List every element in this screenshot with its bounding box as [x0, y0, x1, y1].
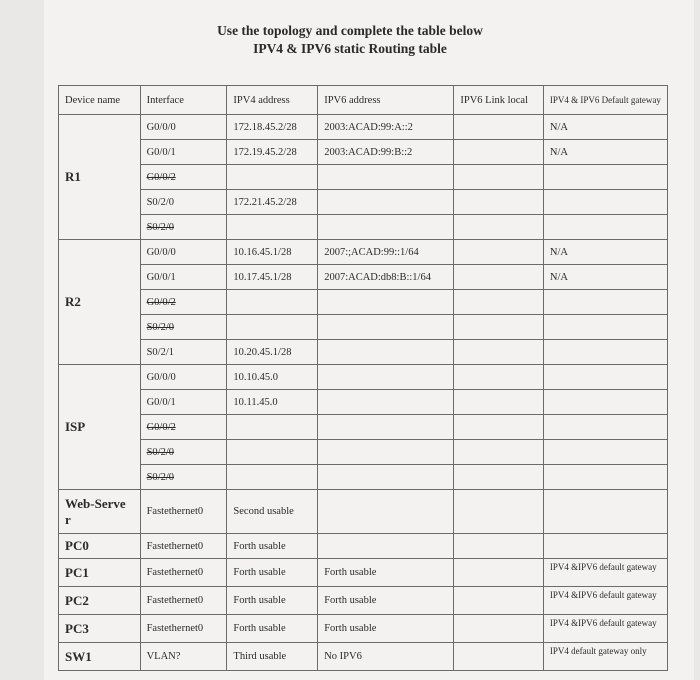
- table-row: [59, 534, 668, 559]
- gateway-cell: IPV4 default gateway only: [543, 643, 667, 671]
- interface-cell: Fastethernet0: [140, 615, 227, 643]
- ipv4-cell: [227, 165, 318, 190]
- table-row: [59, 140, 668, 165]
- link-local-cell: [454, 215, 544, 240]
- header-row: [59, 86, 668, 115]
- gateway-cell: IPV4 &IPV6 default gateway: [543, 559, 667, 587]
- gateway-cell: [543, 315, 667, 340]
- table-row: [59, 465, 668, 490]
- interface-cell: G0/0/0: [140, 240, 227, 265]
- link-local-cell: [454, 440, 544, 465]
- device-name-cell: SW1: [59, 643, 141, 671]
- link-local-cell: [454, 587, 544, 615]
- table-row: [59, 587, 668, 615]
- gateway-cell: [543, 190, 667, 215]
- ipv4-cell: Third usable: [227, 643, 318, 671]
- ipv6-cell: 2003:ACAD:99:A::2: [318, 115, 454, 140]
- device-name-cell: PC0: [59, 534, 141, 559]
- interface-cell: S0/2/0: [140, 440, 227, 465]
- ipv6-cell: 2007:;ACAD:99::1/64: [318, 240, 454, 265]
- table-row: [59, 365, 668, 390]
- ipv6-cell: [318, 315, 454, 340]
- link-local-cell: [454, 240, 544, 265]
- ipv4-cell: 10.11.45.0: [227, 390, 318, 415]
- interface-cell: G0/0/2: [140, 415, 227, 440]
- interface-cell: G0/0/1: [140, 390, 227, 415]
- interface-cell: Fastethernet0: [140, 587, 227, 615]
- interface-cell: S0/2/1: [140, 340, 227, 365]
- gateway-cell: [543, 165, 667, 190]
- header-cell: IPV6 address: [318, 86, 454, 115]
- header-cell: IPV6 Link local: [454, 86, 544, 115]
- table-row: [59, 215, 668, 240]
- link-local-cell: [454, 390, 544, 415]
- gateway-cell: N/A: [543, 265, 667, 290]
- interface-cell: G0/0/0: [140, 115, 227, 140]
- header-cell: Device name: [59, 86, 141, 115]
- ipv4-cell: 172.21.45.2/28: [227, 190, 318, 215]
- table-row: [59, 415, 668, 440]
- gateway-cell: [543, 415, 667, 440]
- gateway-cell: [543, 490, 667, 534]
- page-title: [0, 22, 700, 58]
- interface-cell: S0/2/0: [140, 190, 227, 215]
- table-row: [59, 240, 668, 265]
- ipv6-cell: [318, 440, 454, 465]
- routing-table: [58, 85, 668, 671]
- ipv4-cell: [227, 440, 318, 465]
- header-cell: IPV4 & IPV6 Default gateway: [543, 86, 667, 115]
- interface-cell: VLAN?: [140, 643, 227, 671]
- link-local-cell: [454, 190, 544, 215]
- ipv6-cell: [318, 215, 454, 240]
- interface-cell: G0/0/1: [140, 140, 227, 165]
- interface-cell: G0/0/1: [140, 265, 227, 290]
- ipv4-cell: 10.20.45.1/28: [227, 340, 318, 365]
- device-name-cell: ISP: [59, 365, 141, 490]
- table-row: [59, 390, 668, 415]
- gateway-cell: [543, 440, 667, 465]
- table-row: [59, 643, 668, 671]
- link-local-cell: [454, 365, 544, 390]
- table-row: [59, 615, 668, 643]
- ipv4-cell: 10.10.45.0: [227, 365, 318, 390]
- ipv6-cell: [318, 365, 454, 390]
- title-line-2: IPV4 & IPV6 static Routing table: [253, 41, 447, 56]
- table-row: [59, 315, 668, 340]
- ipv4-cell: Forth usable: [227, 587, 318, 615]
- link-local-cell: [454, 490, 544, 534]
- link-local-cell: [454, 115, 544, 140]
- link-local-cell: [454, 165, 544, 190]
- link-local-cell: [454, 465, 544, 490]
- ipv6-cell: 2003:ACAD:99:B::2: [318, 140, 454, 165]
- link-local-cell: [454, 415, 544, 440]
- ipv4-cell: 10.17.45.1/28: [227, 265, 318, 290]
- ipv4-cell: Second usable: [227, 490, 318, 534]
- gateway-cell: IPV4 &IPV6 default gateway: [543, 587, 667, 615]
- link-local-cell: [454, 643, 544, 671]
- gateway-cell: [543, 465, 667, 490]
- gateway-cell: [543, 365, 667, 390]
- ipv4-cell: [227, 215, 318, 240]
- ipv4-cell: 172.18.45.2/28: [227, 115, 318, 140]
- ipv6-cell: Forth usable: [318, 615, 454, 643]
- ipv4-cell: Forth usable: [227, 534, 318, 559]
- ipv6-cell: [318, 190, 454, 215]
- gateway-cell: N/A: [543, 115, 667, 140]
- interface-cell: G0/0/2: [140, 165, 227, 190]
- ipv6-cell: [318, 415, 454, 440]
- link-local-cell: [454, 140, 544, 165]
- link-local-cell: [454, 315, 544, 340]
- ipv6-cell: Forth usable: [318, 559, 454, 587]
- interface-cell: Fastethernet0: [140, 534, 227, 559]
- gateway-cell: N/A: [543, 140, 667, 165]
- interface-cell: S0/2/0: [140, 465, 227, 490]
- gateway-cell: [543, 390, 667, 415]
- link-local-cell: [454, 534, 544, 559]
- gateway-cell: [543, 290, 667, 315]
- interface-cell: Fastethernet0: [140, 559, 227, 587]
- link-local-cell: [454, 615, 544, 643]
- table-row: [59, 559, 668, 587]
- link-local-cell: [454, 340, 544, 365]
- ipv4-cell: Forth usable: [227, 559, 318, 587]
- gateway-cell: [543, 215, 667, 240]
- device-name-cell: R2: [59, 240, 141, 365]
- link-local-cell: [454, 265, 544, 290]
- ipv4-cell: [227, 290, 318, 315]
- ipv6-cell: No IPV6: [318, 643, 454, 671]
- ipv6-cell: 2007:ACAD:db8:B::1/64: [318, 265, 454, 290]
- ipv4-cell: [227, 415, 318, 440]
- device-name-cell: Web-Serve r: [59, 490, 141, 534]
- table-row: [59, 115, 668, 140]
- ipv6-cell: [318, 290, 454, 315]
- header-cell: Interface: [140, 86, 227, 115]
- ipv4-cell: Forth usable: [227, 615, 318, 643]
- table-row: [59, 290, 668, 315]
- table-row: [59, 165, 668, 190]
- interface-cell: S0/2/0: [140, 215, 227, 240]
- gateway-cell: [543, 534, 667, 559]
- interface-cell: G0/0/2: [140, 290, 227, 315]
- gateway-cell: N/A: [543, 240, 667, 265]
- table-row: [59, 490, 668, 534]
- table-row: [59, 190, 668, 215]
- gateway-cell: IPV4 &IPV6 default gateway: [543, 615, 667, 643]
- interface-cell: G0/0/0: [140, 365, 227, 390]
- link-local-cell: [454, 290, 544, 315]
- ipv4-cell: 172.19.45.2/28: [227, 140, 318, 165]
- device-name-cell: R1: [59, 115, 141, 240]
- device-name-cell: PC1: [59, 559, 141, 587]
- ipv6-cell: [318, 490, 454, 534]
- ipv6-cell: [318, 340, 454, 365]
- table-row: [59, 440, 668, 465]
- device-name-cell: PC3: [59, 615, 141, 643]
- table-row: [59, 340, 668, 365]
- ipv6-cell: [318, 390, 454, 415]
- table-row: [59, 265, 668, 290]
- title-line-1: Use the topology and complete the table below: [217, 23, 483, 38]
- device-name-cell: PC2: [59, 587, 141, 615]
- ipv4-cell: [227, 315, 318, 340]
- ipv6-cell: [318, 165, 454, 190]
- ipv6-cell: [318, 534, 454, 559]
- ipv6-cell: [318, 465, 454, 490]
- ipv6-cell: Forth usable: [318, 587, 454, 615]
- header-cell: IPV4 address: [227, 86, 318, 115]
- gateway-cell: [543, 340, 667, 365]
- ipv4-cell: 10.16.45.1/28: [227, 240, 318, 265]
- interface-cell: Fastethernet0: [140, 490, 227, 534]
- interface-cell: S0/2/0: [140, 315, 227, 340]
- link-local-cell: [454, 559, 544, 587]
- ipv4-cell: [227, 465, 318, 490]
